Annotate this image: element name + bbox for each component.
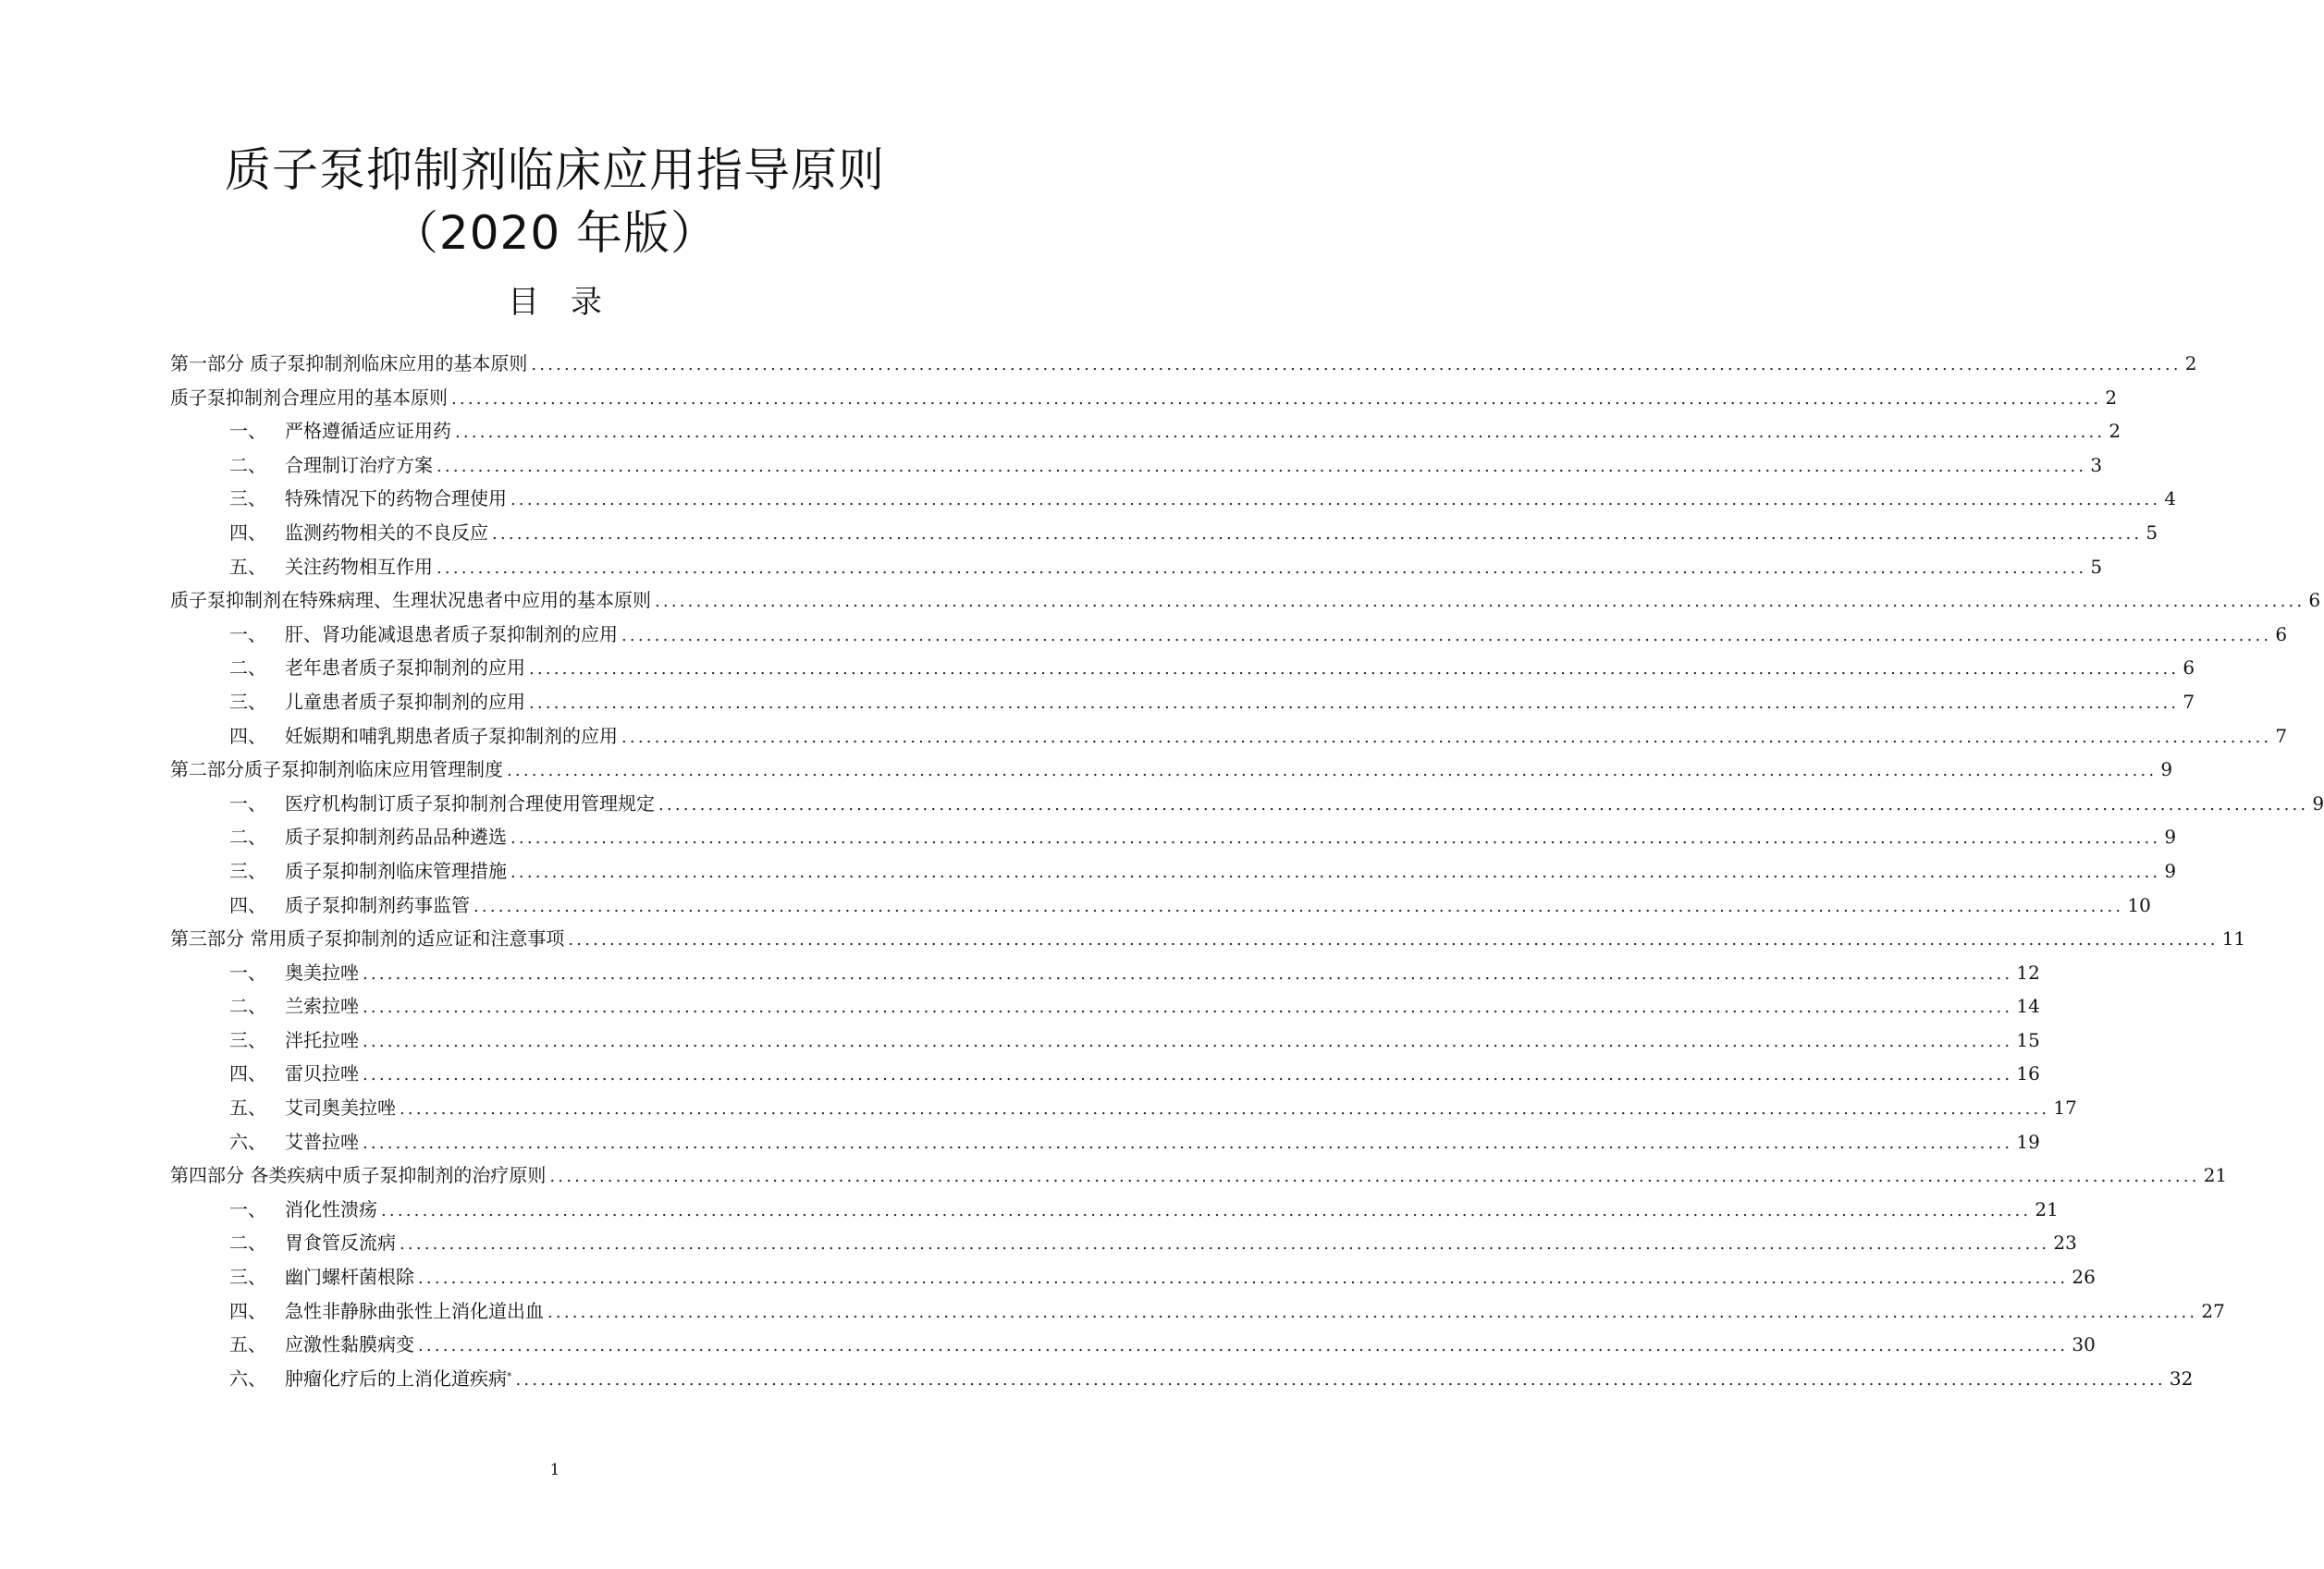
- toc-entry-label: [170, 925, 564, 952]
- toc-entry-number: 六、: [229, 1367, 266, 1390]
- toc-entry[interactable]: [170, 1297, 2225, 1331]
- toc-entry-page: 15: [2016, 1028, 2040, 1051]
- toc-entry[interactable]: [170, 857, 2177, 891]
- toc-entry-page: 6: [2308, 589, 2321, 612]
- toc-entry-leader-dots: ........................................................................................................................................................................................................: [363, 1031, 2013, 1051]
- toc-entry-title: 监测药物相关的不良反应: [285, 521, 488, 544]
- toc-entry-leader-dots: ........................................................................................................................................................................................................: [655, 592, 2306, 612]
- toc-entry-page: 5: [2146, 521, 2158, 544]
- toc-entry-title: 医疗机构制订质子泵抑制剂合理使用管理规定: [285, 791, 655, 815]
- toc-entry-title: 肿瘤化疗后的上消化道疾病: [285, 1367, 507, 1390]
- toc-entry-title: 急性非静脉曲张性上消化道出血: [285, 1299, 544, 1322]
- toc-entry[interactable]: [170, 417, 2121, 451]
- toc-entry-label: [170, 384, 448, 411]
- toc-entry-page: 21: [2203, 1164, 2228, 1187]
- toc-heading: 目 录: [508, 284, 602, 321]
- toc-entry-number: 三、: [229, 690, 266, 713]
- toc-entry-leader-dots: ........................................................................................................................................................................................................: [363, 1133, 2013, 1153]
- toc-entry[interactable]: [170, 790, 2324, 824]
- toc-entry-leader-dots: ........................................................................................................................................................................................................: [531, 355, 2182, 374]
- toc-entry-leader-dots: ........................................................................................................................................................................................................: [437, 456, 2087, 476]
- toc-entry-label: [170, 1365, 512, 1392]
- toc-entry-leader-dots: ........................................................................................................................................................................................................: [549, 1167, 2200, 1187]
- toc-entry-title: 关注药物相互作用: [285, 555, 433, 578]
- toc-entry-label: [170, 519, 488, 546]
- toc-entry-label: [170, 451, 433, 479]
- toc-entry-label: [170, 688, 525, 716]
- toc-entry[interactable]: [170, 925, 2246, 959]
- toc-entry-number: 四、: [229, 1299, 266, 1322]
- toc-entry-leader-dots: ........................................................................................................................................................................................................: [510, 862, 2161, 882]
- toc-entry-label: [170, 1229, 396, 1256]
- toc-entry-label: [170, 553, 433, 581]
- toc-entry-page: 7: [2275, 724, 2288, 747]
- toc-entry[interactable]: [170, 384, 2118, 418]
- toc-entry-title: 质子泵抑制剂临床管理措施: [285, 859, 507, 882]
- toc-entry[interactable]: [170, 722, 2288, 756]
- toc-entry-number: 六、: [229, 1130, 266, 1153]
- toc-entry-page: 5: [2090, 555, 2103, 578]
- toc-entry-leader-dots: ........................................................................................................................................................................................................: [621, 625, 2272, 645]
- toc-entry-page: 9: [2160, 758, 2173, 781]
- toc-entry-page: 14: [2016, 995, 2040, 1018]
- toc-entry-label: [170, 586, 651, 614]
- toc-entry-label: [170, 1297, 544, 1325]
- toc-entry-leader-dots: ........................................................................................................................................................................................................: [400, 1234, 2050, 1255]
- toc-entry-leader-dots: ........................................................................................................................................................................................................: [418, 1269, 2069, 1289]
- toc-entry-title: 胃食管反流病: [285, 1232, 396, 1255]
- toc-entry-title: 雷贝拉唑: [285, 1062, 359, 1085]
- toc-entry[interactable]: [170, 823, 2177, 857]
- toc-entry-number: 一、: [229, 420, 266, 443]
- toc-entry-label: [170, 959, 359, 987]
- toc-entry-leader-dots: ........................................................................................................................................................................................................: [515, 1369, 2166, 1390]
- toc-entry-label: [170, 1094, 396, 1122]
- toc-entry-title: 消化性溃疡: [285, 1197, 377, 1220]
- toc-entry-page: 11: [2221, 927, 2246, 950]
- toc-entry-leader-dots: ........................................................................................................................................................................................................: [510, 828, 2161, 849]
- toc-entry-page: 2: [2184, 352, 2197, 374]
- toc-entry[interactable]: [170, 1128, 2040, 1162]
- document-title: [0, 139, 1110, 264]
- toc-entry-leader-dots: ........................................................................................................................................................................................................: [451, 388, 2102, 409]
- toc-entry-page: 10: [2127, 893, 2151, 916]
- toc-entry-number: 一、: [229, 961, 266, 984]
- toc-entry-page: 27: [2201, 1299, 2225, 1322]
- toc-entry[interactable]: [170, 1060, 2040, 1094]
- toc-entry-label: [170, 417, 451, 445]
- toc-entry-page: 6: [2183, 656, 2195, 680]
- toc-entry-leader-dots: ........................................................................................................................................................................................................: [658, 794, 2309, 815]
- toc-entry-title: 艾司奥美拉唑: [285, 1097, 396, 1120]
- toc-entry[interactable]: [170, 349, 2197, 384]
- toc-entry-leader-dots: ........................................................................................................................................................................................................: [418, 1336, 2069, 1356]
- toc-entry[interactable]: [170, 1330, 2096, 1365]
- toc-entry-label: [170, 790, 655, 817]
- toc-entry[interactable]: [170, 891, 2151, 925]
- toc-entry-leader-dots: ........................................................................................................................................................................................................: [363, 963, 2013, 984]
- toc-entry-page: 21: [2035, 1197, 2059, 1220]
- toc-entry-label: [170, 654, 525, 681]
- toc-entry-page: 2: [2105, 386, 2118, 409]
- toc-entry-number: 二、: [229, 453, 266, 476]
- toc-entry-page: 2: [2109, 420, 2121, 443]
- toc-entry-title: 幽门螺杆菌根除: [285, 1266, 414, 1289]
- toc-entry-leader-dots: ........................................................................................................................................................................................................: [363, 998, 2013, 1018]
- toc-entry-page: 7: [2183, 690, 2195, 713]
- toc-entry-label: [170, 1060, 359, 1087]
- toc-entry-title: 合理制订治疗方案: [285, 453, 433, 476]
- toc-entry[interactable]: [170, 553, 2103, 587]
- toc-entry-page: 9: [2164, 859, 2177, 882]
- toc-entry-label: [170, 484, 507, 512]
- toc-entry-number: 五、: [229, 1097, 266, 1120]
- toc-entry[interactable]: [170, 1263, 2096, 1297]
- toc-entry-title: 第二部分质子泵抑制剂临床应用管理制度: [170, 758, 503, 781]
- toc-entry-page: 16: [2016, 1062, 2040, 1085]
- toc-entry-title: 质子泵抑制剂药品品种遴选: [285, 826, 507, 849]
- toc-entry-leader-dots: ........................................................................................................................................................................................................: [455, 423, 2106, 443]
- toc-entry[interactable]: [170, 1229, 2077, 1263]
- toc-entry[interactable]: [170, 451, 2103, 485]
- toc-entry[interactable]: [170, 620, 2288, 655]
- toc-entry-page: 26: [2072, 1266, 2096, 1289]
- toc-entry-label: [170, 1195, 377, 1223]
- title-line-2: （2020 年版）: [391, 206, 719, 260]
- toc-entry-number: 五、: [229, 1333, 266, 1356]
- toc-entry-title: 泮托拉唑: [285, 1028, 359, 1051]
- toc-entry-title: 第四部分 各类疾病中质子泵抑制剂的治疗原则: [170, 1164, 547, 1187]
- toc-entry-footnote-mark: *: [507, 1369, 512, 1382]
- toc-entry-leader-dots: ........................................................................................................................................................................................................: [529, 659, 2180, 680]
- toc-entry-number: 五、: [229, 555, 266, 578]
- toc-entry-label: [170, 755, 503, 783]
- toc-entry-title: 艾普拉唑: [285, 1130, 359, 1153]
- toc-entry-number: 三、: [229, 859, 266, 882]
- toc-entry-label: [170, 722, 618, 750]
- toc-entry-leader-dots: ........................................................................................................................................................................................................: [568, 930, 2219, 950]
- toc-entry-page: 4: [2164, 487, 2177, 510]
- toc-entry-title: 奥美拉唑: [285, 961, 359, 984]
- toc-entry-number: 三、: [229, 1266, 266, 1289]
- toc-entry-label: [170, 891, 470, 919]
- toc-entry-page: 30: [2072, 1333, 2096, 1356]
- toc-entry-number: 二、: [229, 995, 266, 1018]
- toc-entry[interactable]: [170, 1195, 2059, 1230]
- toc-entry[interactable]: [170, 688, 2195, 722]
- toc-entry[interactable]: [170, 959, 2040, 993]
- toc-entry-title: 质子泵抑制剂药事监管: [285, 893, 470, 916]
- toc-entry-leader-dots: ........................................................................................................................................................................................................: [492, 523, 2143, 544]
- title-line-1: 质子泵抑制剂临床应用指导原则: [225, 143, 885, 197]
- toc-entry[interactable]: [170, 586, 2321, 620]
- toc-entry-label: [170, 620, 618, 648]
- toc-entry[interactable]: [170, 755, 2173, 790]
- toc-entry-number: 四、: [229, 724, 266, 747]
- toc-entry-label: [170, 1161, 546, 1189]
- toc-entry-leader-dots: ........................................................................................................................................................................................................: [400, 1099, 2050, 1120]
- toc-entry-number: 二、: [229, 826, 266, 849]
- toc-entry[interactable]: [170, 1026, 2040, 1060]
- toc-entry-label: [170, 1128, 359, 1156]
- toc-entry-page: 23: [2053, 1232, 2077, 1255]
- toc-entry-title: 第三部分 常用质子泵抑制剂的适应证和注意事项: [170, 927, 565, 950]
- toc-entry-title: 质子泵抑制剂在特殊病理、生理状况患者中应用的基本原则: [170, 589, 651, 612]
- toc-entry-title: 质子泵抑制剂合理应用的基本原则: [170, 386, 448, 409]
- toc-entry-leader-dots: ........................................................................................................................................................................................................: [547, 1302, 2198, 1322]
- toc-entry-label: [170, 1263, 414, 1291]
- toc-entry[interactable]: [170, 992, 2040, 1026]
- toc-entry-number: 一、: [229, 791, 266, 815]
- toc-entry-leader-dots: ........................................................................................................................................................................................................: [473, 896, 2124, 916]
- table-of-contents: [170, 349, 2324, 1398]
- toc-entry-title: 老年患者质子泵抑制剂的应用: [285, 656, 525, 680]
- toc-entry-title: 兰索拉唑: [285, 995, 359, 1018]
- toc-entry-page: 3: [2090, 453, 2103, 476]
- toc-entry-leader-dots: ........................................................................................................................................................................................................: [510, 490, 2161, 510]
- toc-entry-number: 三、: [229, 487, 266, 510]
- toc-entry-number: 一、: [229, 1197, 266, 1220]
- toc-entry[interactable]: [170, 654, 2195, 688]
- toc-entry-leader-dots: ........................................................................................................................................................................................................: [381, 1200, 2032, 1220]
- toc-entry-page: 9: [2164, 826, 2177, 849]
- toc-entry-number: 四、: [229, 521, 266, 544]
- toc-entry-number: 二、: [229, 1232, 266, 1255]
- toc-entry[interactable]: [170, 1161, 2228, 1195]
- page-number: 1: [549, 1461, 560, 1479]
- toc-entry-page: 9: [2312, 791, 2324, 815]
- toc-entry[interactable]: [170, 519, 2158, 553]
- toc-entry-number: 四、: [229, 893, 266, 916]
- toc-entry-title: 肝、肾功能减退患者质子泵抑制剂的应用: [285, 622, 618, 645]
- toc-entry-leader-dots: ........................................................................................................................................................................................................: [437, 558, 2087, 578]
- toc-entry-leader-dots: ........................................................................................................................................................................................................: [363, 1065, 2013, 1085]
- toc-entry-title: 应激性黏膜病变: [285, 1333, 414, 1356]
- toc-entry-label: [170, 857, 507, 885]
- toc-entry-label: [170, 992, 359, 1020]
- toc-entry-number: 二、: [229, 656, 266, 680]
- toc-entry-label: [170, 823, 507, 851]
- toc-entry[interactable]: [170, 1094, 2077, 1128]
- toc-entry[interactable]: [170, 484, 2177, 519]
- toc-entry-page: 17: [2053, 1097, 2077, 1120]
- toc-entry-number: 三、: [229, 1028, 266, 1051]
- toc-entry-title: 妊娠期和哺乳期患者质子泵抑制剂的应用: [285, 724, 618, 747]
- toc-entry-label: [170, 1026, 359, 1054]
- toc-entry-label: [170, 349, 527, 377]
- toc-entry-title: 特殊情况下的药物合理使用: [285, 487, 507, 510]
- toc-entry-title: 第一部分 质子泵抑制剂临床应用的基本原则: [170, 352, 528, 374]
- toc-entry-page: 19: [2016, 1130, 2040, 1153]
- toc-entry-leader-dots: ........................................................................................................................................................................................................: [507, 761, 2158, 781]
- toc-entry-number: 四、: [229, 1062, 266, 1085]
- toc-entry-title: 儿童患者质子泵抑制剂的应用: [285, 690, 525, 713]
- toc-entry-page: 6: [2275, 622, 2288, 645]
- toc-entry-page: 32: [2169, 1367, 2194, 1390]
- toc-entry-title: 严格遵循适应证用药: [285, 420, 451, 443]
- toc-entry-number: 一、: [229, 622, 266, 645]
- toc-entry[interactable]: [170, 1365, 2194, 1399]
- toc-entry-leader-dots: ........................................................................................................................................................................................................: [529, 693, 2180, 713]
- toc-entry-leader-dots: ........................................................................................................................................................................................................: [621, 727, 2272, 747]
- toc-entry-page: 12: [2016, 961, 2040, 984]
- toc-entry-label: [170, 1330, 414, 1358]
